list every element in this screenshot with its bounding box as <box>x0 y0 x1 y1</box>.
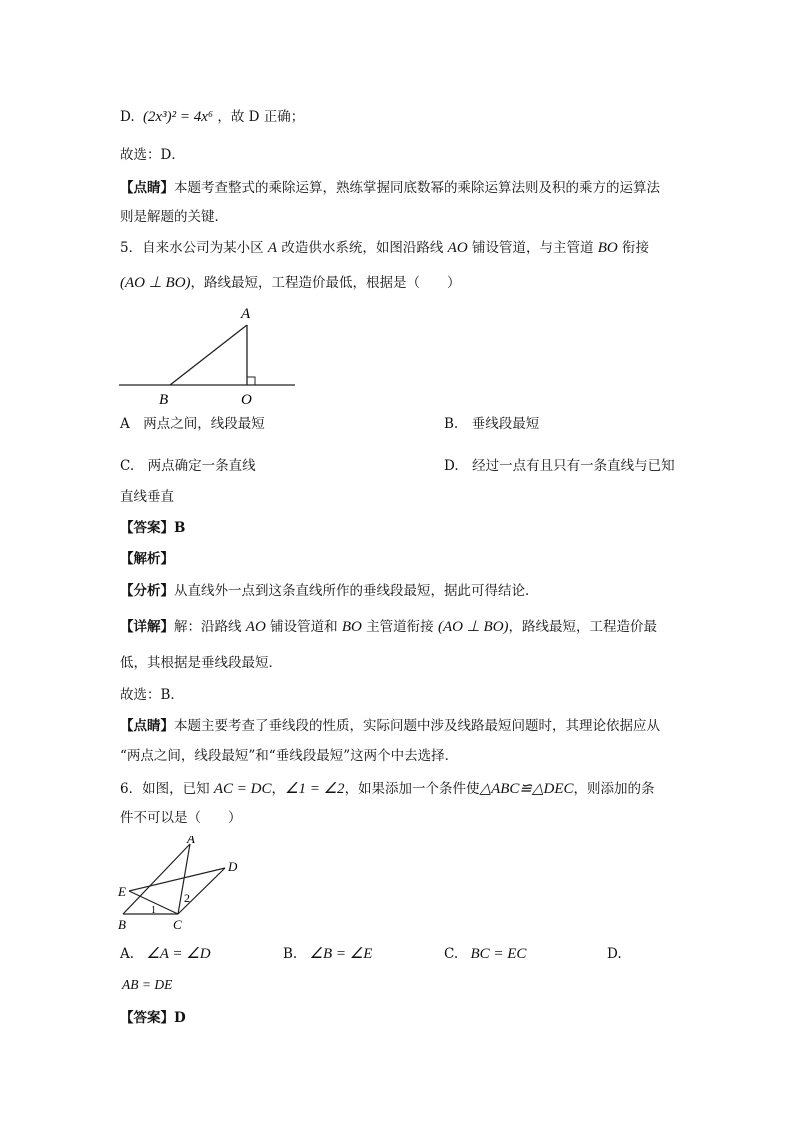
q6-ac-dc: AC = DC <box>213 781 272 797</box>
q6-option-a-label: A. <box>120 946 135 962</box>
q5-option-a: A 两点之间，线段最短 <box>120 416 265 432</box>
q5-stem-g: 衔接 <box>617 240 650 256</box>
q6-stem-line2: 件不可以是（ ） <box>120 810 242 826</box>
q5-analysis: 【解析】 <box>120 551 174 567</box>
item-d-tail: ，故 D 正确； <box>217 109 305 125</box>
q5-option-b: B. 垂线段最短 <box>444 416 540 432</box>
q6-angle-2: 2 <box>184 891 190 905</box>
q5-label-b: B <box>159 392 169 408</box>
item-d-label: D. <box>120 109 135 125</box>
q5-fenxi-text: 从直线外一点到这条直线所作的垂线段最短，据此可得结论． <box>174 583 539 599</box>
q6-option-a <box>120 944 211 964</box>
q5-stem-line2 <box>120 273 461 293</box>
q6-option-a-expr: ∠A = ∠D <box>146 946 211 962</box>
q6-angle-1: 1 <box>151 905 156 916</box>
q6-option-b <box>283 944 372 964</box>
q5-xj-g: ，路线最短，工程造价最 <box>508 619 658 635</box>
q6-label-d: D <box>228 859 238 874</box>
q6-option-b-label: B. <box>283 946 298 962</box>
q5-choose: 故选：B． <box>120 687 184 703</box>
q6-stem-g: ，则添加的条 <box>573 781 655 797</box>
q5-stem-a: 5．自来水公司为某小区 <box>120 240 268 256</box>
q5-stem-e: 铺设管道，与主管道 <box>467 240 598 256</box>
q5-figure <box>115 300 300 410</box>
q6-label-c: C <box>173 917 182 932</box>
q6-stem-e: ，如果添加一个条件使 <box>344 781 480 797</box>
q5-review-line1 <box>120 716 660 736</box>
q5-option-c: C. 两点确定一条直线 <box>120 458 256 474</box>
review-1-tag: 【点睛】 <box>120 180 174 196</box>
q5-line-ba <box>170 325 247 385</box>
q5-xiangjie-line1 <box>120 617 657 637</box>
item-d-expr: (2x³)² = 4x⁶ <box>142 109 214 125</box>
choose-1: 故选：D． <box>120 147 185 163</box>
q6-label-e: E <box>118 884 126 899</box>
q6-answer: 【答案】D <box>120 1010 186 1026</box>
q6-congruence: △ABC≌△DEC <box>479 781 574 797</box>
q6-stem-c: ， <box>271 781 286 797</box>
q5-xiangjie-line2: 低，其根据是垂线段最短． <box>120 655 282 671</box>
q5-label-o: O <box>241 392 252 408</box>
q5-ao: AO <box>447 240 468 256</box>
q5-fenxi-tag: 【分析】 <box>120 583 174 599</box>
q5-xj-perp: (AO ⊥ BO) <box>437 619 509 635</box>
q5-stem-line1 <box>120 238 649 258</box>
review-1-text1: 本题考查整式的乘除运算，熟练掌握同底数幂的乘除运算法则及积的乘方的运算法 <box>174 180 660 196</box>
q5-perp: (AO ⊥ BO) <box>120 275 191 291</box>
q5-review-tag: 【点睛】 <box>120 718 174 734</box>
q5-stem-c: 改造供水系统，如图沿路线 <box>277 240 448 256</box>
q6-stem-line1 <box>120 779 655 799</box>
q5-stem-line2-text: ，路线最短，工程造价最低，根据是（ ） <box>190 275 461 291</box>
q6-option-c <box>444 944 526 964</box>
q6-figure <box>115 836 245 936</box>
q6-segment-ed <box>129 868 225 891</box>
q5-bo: BO <box>597 240 618 256</box>
q5-xj-bo: BO <box>341 619 362 635</box>
q5-xj-ao: AO <box>245 619 266 635</box>
q5-option-d-cont: 直线垂直 <box>120 489 174 505</box>
q6-option-c-expr: BC = EC <box>470 946 527 962</box>
q5-xj-a: 解：沿路线 <box>174 619 246 635</box>
q5-xj-e: 主管道衔接 <box>361 619 438 635</box>
q6-option-d-expr: AB = DE <box>122 977 173 992</box>
q5-review-line2: “两点之间，线段最短”和“垂线段最短”这两个中去选择． <box>120 748 459 764</box>
q5-xiangjie-tag: 【详解】 <box>120 619 174 635</box>
item-d-line <box>120 107 304 127</box>
review-1-line2: 则是解题的关键． <box>120 209 228 225</box>
q5-xj-c: 铺设管道和 <box>265 619 342 635</box>
q5-fenxi-line <box>120 581 539 601</box>
q5-point-a: A <box>267 240 278 256</box>
q6-label-a: A <box>187 836 195 846</box>
q5-label-a: A <box>241 306 251 322</box>
q5-answer: 【答案】B <box>120 520 186 536</box>
q5-option-d: D. 经过一点有且只有一条直线与已知 <box>444 458 675 474</box>
q6-option-b-expr: ∠B = ∠E <box>309 946 373 962</box>
review-1-line1 <box>120 178 660 198</box>
q5-review-text1: 本题主要考查了垂线段的性质，实际问题中涉及线路最短问题时，其理论依据应从 <box>174 718 660 734</box>
q6-label-b: B <box>118 917 126 932</box>
q6-angles: ∠1 = ∠2 <box>285 781 345 797</box>
q6-option-c-label: C. <box>444 946 459 962</box>
q6-option-d-label: D. <box>607 946 622 962</box>
q6-stem-a: 6．如图，已知 <box>120 781 214 797</box>
q5-right-angle-mark <box>247 377 255 385</box>
